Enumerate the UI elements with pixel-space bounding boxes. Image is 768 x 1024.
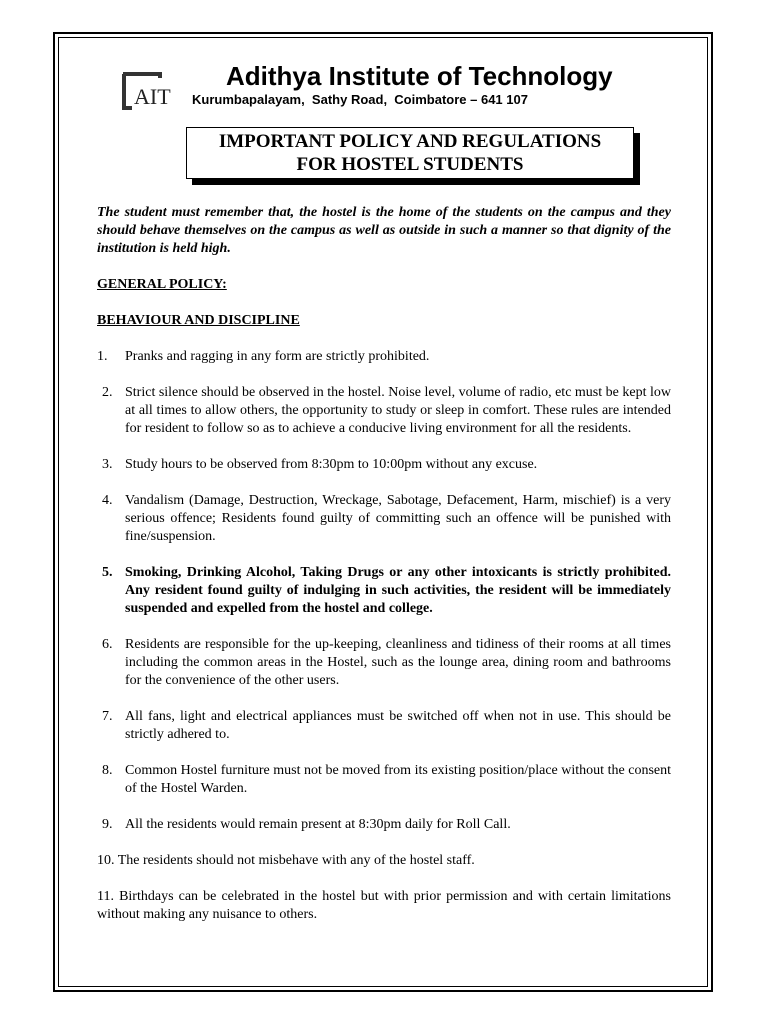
rule-number: 4. bbox=[102, 493, 113, 508]
rule-text: Residents are responsible for the up-keeping, cleanliness and tidiness of their rooms at all times including the common areas in the Hostel, such as the lounge area, dining room and bathrooms for the convenience of the other users. bbox=[125, 637, 671, 688]
rule-item bbox=[97, 492, 671, 546]
rule-text: Study hours to be observed from 8:30pm to 10:00pm without any excuse. bbox=[125, 457, 538, 472]
rule-text: Vandalism (Damage, Destruction, Wreckage, Sabotage, Defacement, Harm, mischief) is a very serious offence; Residents found guilty of committing such an offence will be punished with fine/suspension. bbox=[125, 493, 671, 544]
rule-number: 1. bbox=[97, 349, 108, 364]
rule-text: All the residents would remain present at 8:30pm daily for Roll Call. bbox=[125, 817, 511, 832]
rule-number: 7. bbox=[102, 709, 113, 724]
rule-item bbox=[97, 636, 671, 690]
document-title bbox=[186, 127, 634, 179]
rule-item bbox=[97, 384, 671, 438]
institute-address: Kurumbapalayam, Sathy Road, Coimbatore – 641 107 bbox=[192, 92, 528, 107]
heading-behaviour-discipline: BEHAVIOUR AND DISCIPLINE bbox=[97, 313, 300, 328]
institute-name: Adithya Institute of Technology bbox=[226, 61, 613, 91]
rule-item bbox=[97, 762, 671, 798]
intro-paragraph: The student must remember that, the hostel is the home of the students on the campus and they should behave themselves on the campus as well as outside in such a manner so that dignity of the institution is held high. bbox=[97, 205, 671, 256]
rule-10: 10. The residents should not misbehave with any of the hostel staff. bbox=[97, 853, 475, 868]
title-line-2: FOR HOSTEL STUDENTS bbox=[296, 154, 524, 175]
rule-number: 6. bbox=[102, 637, 113, 652]
rule-11: 11. Birthdays can be celebrated in the hostel but with prior permission and with certain limitations without making any nuisance to others. bbox=[97, 889, 671, 922]
logo-text: AIT bbox=[134, 84, 171, 109]
rule-item bbox=[97, 348, 671, 366]
rule-text: Smoking, Drinking Alcohol, Taking Drugs or any other intoxicants is strictly prohibited. Any resident found guilty of indulging in such activities, the resident will be immediately suspended and expelled from the hostel and college. bbox=[125, 565, 671, 616]
rule-text: Common Hostel furniture must not be moved from its existing position/place without the consent of the Hostel Warden. bbox=[125, 763, 671, 796]
document-body bbox=[97, 204, 671, 942]
heading-general-policy: GENERAL POLICY: bbox=[97, 277, 227, 292]
rule-item bbox=[97, 708, 671, 744]
rule-number: 3. bbox=[102, 457, 113, 472]
rule-number: 2. bbox=[102, 385, 113, 400]
rule-text: Strict silence should be observed in the hostel. Noise level, volume of radio, etc must be kept low at all times to allow others, the opportunity to study or sleep in comfort. These rules are intended for resident to follow so as to achieve a conducive living environment for all the residents. bbox=[125, 385, 671, 436]
rule-number: 8. bbox=[102, 763, 113, 778]
rule-item bbox=[97, 564, 671, 618]
rule-number: 5. bbox=[102, 565, 113, 580]
rule-item bbox=[97, 456, 671, 474]
title-line-1: IMPORTANT POLICY AND REGULATIONS bbox=[218, 131, 602, 152]
rule-number: 9. bbox=[102, 817, 113, 832]
rule-item bbox=[97, 816, 671, 834]
rule-text: Pranks and ragging in any form are strictly prohibited. bbox=[125, 349, 430, 364]
rule-text: All fans, light and electrical appliances must be switched off when not in use. This should be strictly adhered to. bbox=[125, 709, 671, 742]
